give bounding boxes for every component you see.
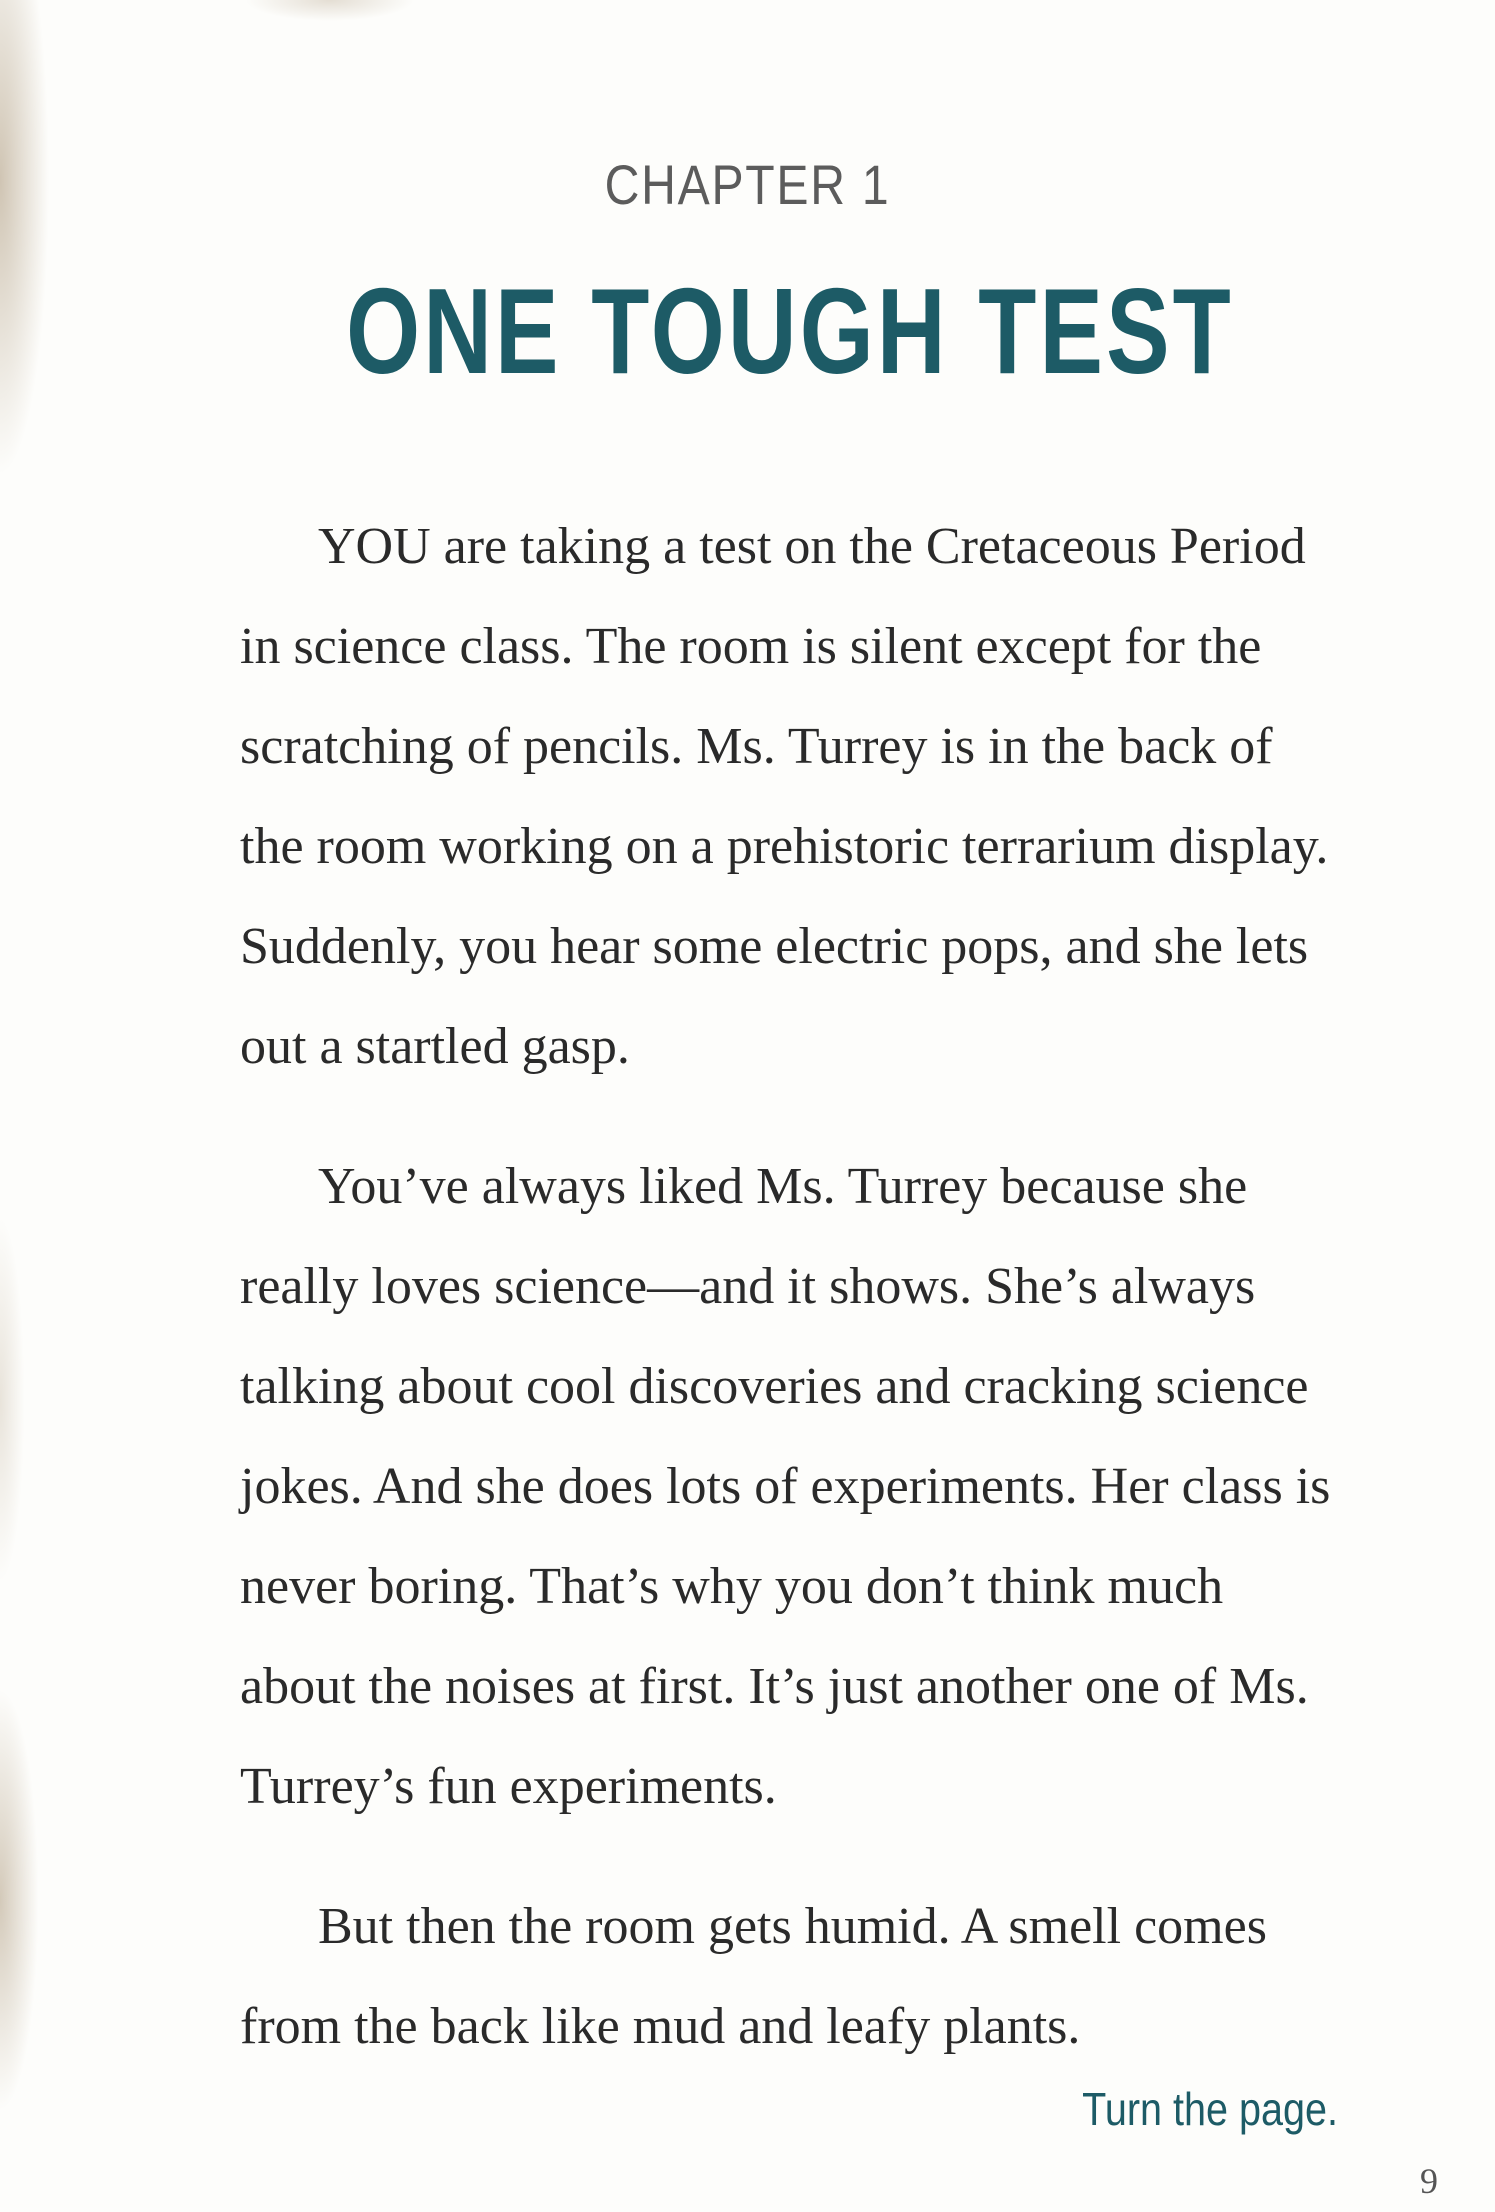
paragraph-2: You’ve always liked Ms. Turrey because she really loves science—and it shows. She’s always talking about cool discoveries and cracking science jokes. And she does lots of experiments. Her class is never boring. That’s why you don’t think much about the noises at first. It’s just another one of Ms. Turrey’s fun experiments.: [240, 1158, 1331, 1815]
chapter-body: [240, 497, 1340, 2077]
paragraph-1: YOU are taking a test on the Cretaceous Period in science class. The room is silent except for the scratching of pencils. Ms. Turrey is in the back of the room working on a prehistoric terrarium display. Suddenly, you hear some electric pops, and she lets out a startled gasp.: [240, 518, 1329, 1075]
page-number: 9: [1420, 2161, 1438, 2201]
page-top-texture: [0, 0, 500, 60]
chapter-label: CHAPTER 1: [604, 153, 891, 216]
paragraph-3: But then the room gets humid. A smell comes from the back like mud and leafy plants.: [240, 1898, 1267, 2055]
page-edge-texture: [0, 0, 150, 2212]
turn-the-page-prompt: Turn the page.: [1082, 2083, 1338, 2135]
chapter-title: ONE TOUGH TEST: [346, 263, 1234, 399]
